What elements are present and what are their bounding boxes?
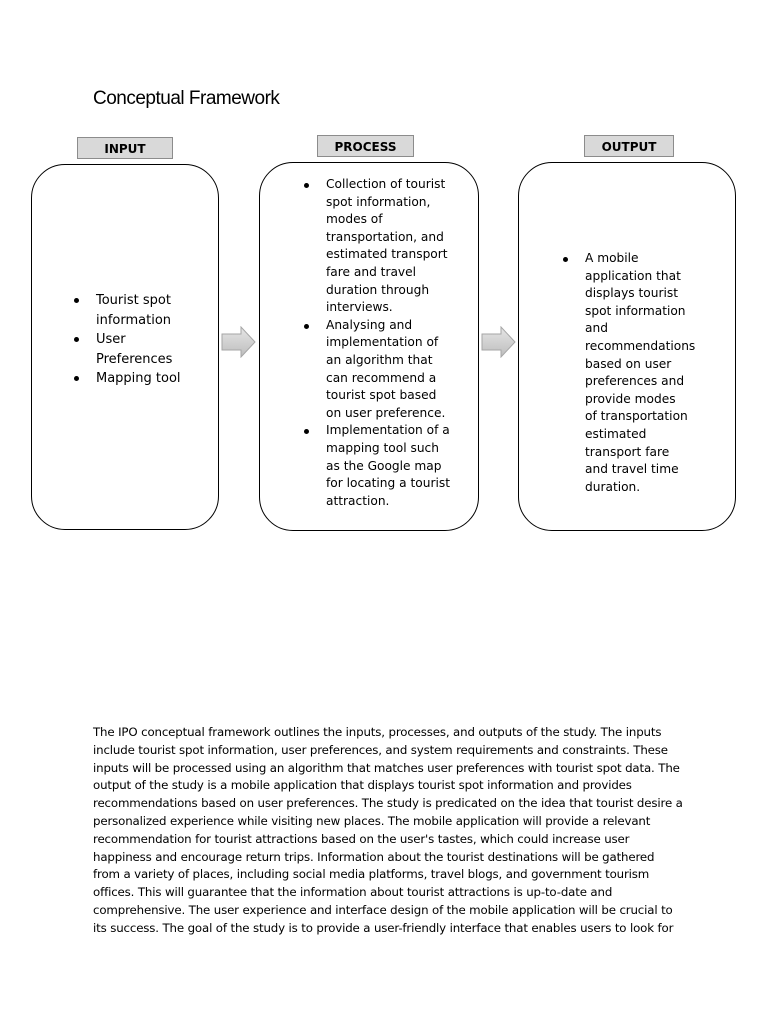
right-arrow-icon (481, 326, 517, 358)
input-box (31, 164, 219, 530)
right-arrow-icon (221, 326, 257, 358)
list-item: Tourist spot information (72, 291, 192, 330)
output-label: OUTPUT (584, 135, 674, 157)
list-item: Implementation of a mapping tool such as the Google map for locating a tourist attraction. (302, 422, 452, 510)
list-item: A mobile application that displays tourist spot information and recommendations based on user preferences and provide modes of transportation estimated transport fare and travel time duration. (561, 250, 691, 496)
process-label: PROCESS (317, 135, 414, 157)
input-list (72, 291, 192, 389)
input-label: INPUT (77, 137, 173, 159)
list-item: Mapping tool (72, 369, 192, 389)
list-item: Collection of tourist spot information, modes of transportation, and estimated transport fare and travel duration through interviews. (302, 176, 452, 317)
output-box (518, 162, 736, 531)
process-list (302, 176, 452, 510)
list-item: Analysing and implementation of an algorithm that can recommend a tourist spot based on user preference. (302, 317, 452, 423)
list-item: User Preferences (72, 330, 192, 369)
page-title: Conceptual Framework (93, 88, 280, 109)
output-list (561, 250, 696, 496)
description-paragraph: The IPO conceptual framework outlines the inputs, processes, and outputs of the study. The inputs include tourist spot information, user preferences, and system requirements and constraints. These inputs will be processed using an algorithm that matches user preferences with tourist spot data. The output of the study is a mobile application that displays tourist spot information and provides recommendations based on user preferences. The study is predicated on the idea that tourist desire a personalized experience while visiting new places. The mobile application will provide a relevant recommendation for tourist attractions based on the user's tastes, which could increase user happiness and encourage return trips. Information about the tourist destinations will be gathered from a variety of places, including social media platforms, travel blogs, and government tourism offices. This will guarantee that the information about tourist attractions is up-to-date and comprehensive. The user experience and interface design of the mobile application will be crucial to its success. The goal of the study is to provide a user-friendly interface that enables users to look for (93, 725, 683, 935)
process-box (259, 162, 479, 531)
